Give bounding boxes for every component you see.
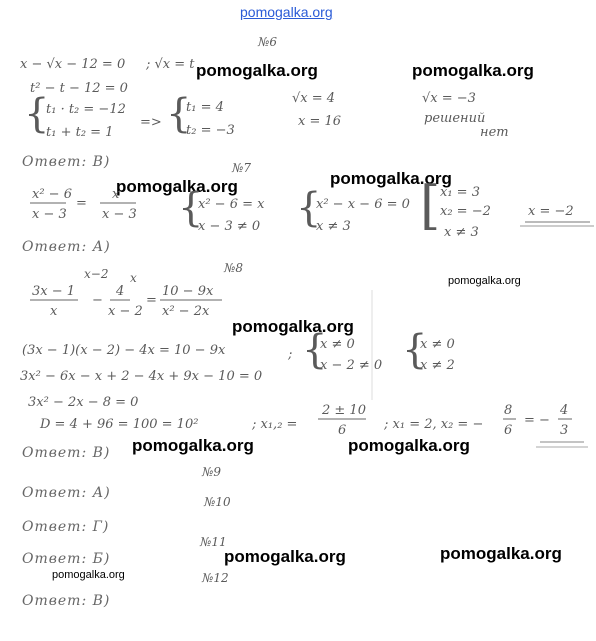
p8-cond-2: x − 2 ≠ 0 xyxy=(320,358,383,373)
p8-equals: = xyxy=(146,293,157,308)
problem-number-9: №9 xyxy=(202,465,221,479)
watermark-4: pomogalka.org xyxy=(116,177,238,196)
watermark-9: pomogalka.org xyxy=(224,547,346,566)
p8-cond-1: x ≠ 0 xyxy=(320,337,355,352)
p6-equation: x − √x − 12 = 0 xyxy=(20,57,126,72)
p8-domain-1: x ≠ 0 xyxy=(420,337,455,352)
p8-collected-terms: 3x² − 6x − x + 2 − 4x + 9x − 10 = 0 xyxy=(20,369,263,384)
p8-minus: − xyxy=(92,293,103,308)
p6-vieta-sum: t₁ + t₂ = 1 xyxy=(46,125,114,140)
p12-answer: Ответ: В) xyxy=(22,593,111,609)
problem-number-10: №10 xyxy=(204,495,231,509)
p6-substitution: ; √x = t xyxy=(146,57,195,72)
p8-x2-numerator: 8 xyxy=(504,403,513,418)
p6-case2-no: решений xyxy=(424,111,486,126)
p6-root-2: t₂ = −3 xyxy=(186,123,235,138)
p8-separator: ; xyxy=(288,347,293,362)
p8-reduced-quadratic: 3x² − 2x − 8 = 0 xyxy=(28,395,139,410)
p6-brace-right: { xyxy=(166,91,192,137)
watermark-top[interactable]: pomogalka.org xyxy=(240,4,333,20)
p6-root-1: t₁ = 4 xyxy=(186,100,224,115)
p7-system2-cond: x ≠ 3 xyxy=(316,219,351,234)
problem-number-11: №11 xyxy=(200,535,227,549)
watermark-10: pomogalka.org xyxy=(440,544,562,563)
p8-domain-2: x ≠ 2 xyxy=(420,358,455,373)
watermark-5: pomogalka.org xyxy=(448,275,521,287)
p7-lhs-numerator: x² − 6 xyxy=(32,187,72,202)
p11-answer: Ответ: Б) xyxy=(22,551,111,567)
watermark-11: pomogalka.org xyxy=(52,569,125,581)
p6-implies-arrow: => xyxy=(140,115,162,130)
p8-expanded-equation: (3x − 1)(x − 2) − 4x = 10 − 9x xyxy=(22,343,226,358)
p7-answer: Ответ: А) xyxy=(22,239,111,255)
p8-multiplier-2: x xyxy=(130,271,137,285)
p6-case1-x: x = 16 xyxy=(298,114,342,129)
p8-multiplier-1: x−2 xyxy=(84,267,109,281)
p8-x2-denominator: 6 xyxy=(504,423,513,438)
p7-final: x = −2 xyxy=(528,204,574,219)
p7-system2-eq: x² − x − 6 = 0 xyxy=(316,197,410,212)
p7-system1-eq: x² − 6 = x xyxy=(198,197,265,212)
p6-answer: Ответ: В) xyxy=(22,154,111,170)
p8-term1-denominator: x xyxy=(50,304,58,319)
p6-quadratic: t² − t − 12 = 0 xyxy=(30,81,128,96)
p8-term2-numerator: 4 xyxy=(116,284,125,299)
p8-discriminant: D = 4 + 96 = 100 = 10² xyxy=(40,417,199,432)
watermark-8: pomogalka.org xyxy=(348,436,470,455)
watermark-7: pomogalka.org xyxy=(132,436,254,455)
p7-system1-cond: x − 3 ≠ 0 xyxy=(198,219,261,234)
watermark-1: pomogalka.org xyxy=(196,61,318,80)
p8-rhs-denominator: x² − 2x xyxy=(162,304,210,319)
p6-case2-sqrt: √x = −3 xyxy=(422,91,476,106)
p8-simplified-numerator: 4 xyxy=(560,403,569,418)
p8-simplified-denominator: 3 xyxy=(560,423,569,438)
watermark-2: pomogalka.org xyxy=(412,61,534,80)
p7-lhs-denominator: x − 3 xyxy=(32,207,67,222)
p8-term2-denominator: x − 2 xyxy=(108,304,143,319)
p7-rhs-denominator: x − 3 xyxy=(102,207,137,222)
p8-roots-formula-label: ; x₁,₂ = xyxy=(252,417,298,432)
p6-brace-left: { xyxy=(24,91,50,137)
p8-equals-2: = − xyxy=(524,413,550,428)
p7-root-cond: x ≠ 3 xyxy=(444,225,479,240)
p7-rhs-numerator: x xyxy=(112,187,120,202)
problem-number-7: №7 xyxy=(232,161,251,175)
p10-answer: Ответ: Г) xyxy=(22,519,110,535)
p8-brace-1: { xyxy=(302,327,328,373)
problem-number-8: №8 xyxy=(224,261,243,275)
p6-vieta-product: t₁ · t₂ = −12 xyxy=(46,102,126,117)
p6-case1-sqrt: √x = 4 xyxy=(292,91,336,106)
problem-number-12: №12 xyxy=(202,571,229,585)
p7-root-2: x₂ = −2 xyxy=(440,204,491,219)
watermark-3: pomogalka.org xyxy=(330,169,452,188)
p7-root-1: x₁ = 3 xyxy=(440,185,480,200)
p9-answer: Ответ: А) xyxy=(22,485,111,501)
p8-roots-numerator: 2 ± 10 xyxy=(322,403,366,418)
p8-term1-numerator: 3x − 1 xyxy=(32,284,76,299)
p8-root-values: ; x₁ = 2, x₂ = − xyxy=(384,417,484,432)
p6-case2-solutions: нет xyxy=(480,125,509,140)
watermark-6: pomogalka.org xyxy=(232,317,354,336)
p8-brace-2: { xyxy=(402,327,428,373)
p7-brace-3: [ xyxy=(420,176,441,236)
problem-number-6: №6 xyxy=(258,35,277,49)
p8-rhs-numerator: 10 − 9x xyxy=(162,284,214,299)
p7-brace-1: { xyxy=(178,185,204,231)
p8-roots-denominator: 6 xyxy=(338,423,347,438)
p7-equals: = xyxy=(76,196,87,211)
p8-answer: Ответ: В) xyxy=(22,445,111,461)
p7-brace-2: { xyxy=(296,185,322,231)
